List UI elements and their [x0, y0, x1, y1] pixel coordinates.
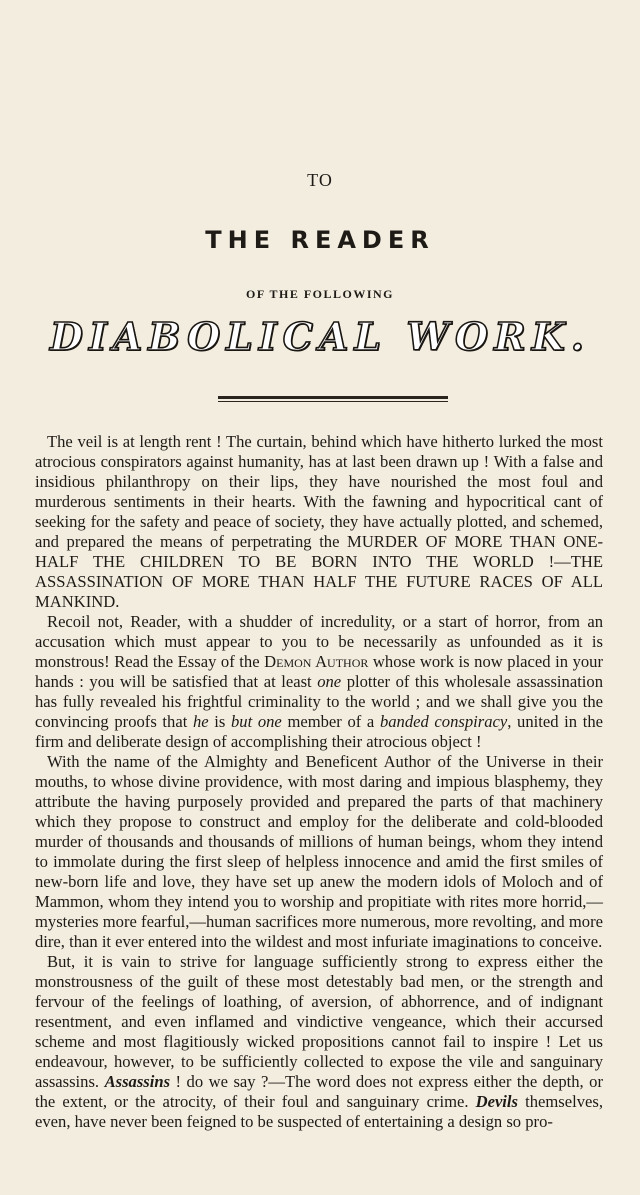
- paragraph-2-text-e: member of a: [281, 712, 380, 731]
- paragraph-3-text: With the name of the Almighty and Beneficent Author of the Universe in their mouths, to whose divine providence, with most daring and impious blasphemy, they attribute the having purposely provided and prepared the parts of that machinery which they propose to construct and employ for the deliberate and cold-blooded murder of thousands and thousands of millions of human beings, whom they intend to immolate during the first sleep of helpless innocence and amid the first smiles of new-born life and love, they have set up anew the modern idols of Moloch and of Mammon, whom they intend you to worship and propitiate with rites more horrid,—mysteries more fearful,—human sacrifices more numerous, more revolting, and more dire, than it ever entered into the wildest and most infuriate imaginations to conceive.: [35, 752, 603, 951]
- heading-to: TO: [307, 170, 333, 190]
- heading-following: OF THE FOLLOWING: [245, 287, 395, 301]
- paragraph-2-text-a: Recoil not, Reader, with a shudder of incredulity, or a start of horror, from an accusation which must appear to you to be necessarily as unfounded as it is monstrous! Read the Essay of the: [35, 612, 603, 671]
- paragraph-4-text-c: themselves, even, have never been feigned to be suspected of entertaining a design so pro-: [35, 1092, 603, 1131]
- heading-reader: THE READER: [205, 226, 435, 254]
- paragraph-2-text-c: plotter of this wholesale assassination has fully revealed his frightful criminality to the world ; and we shall give you the convincing proofs that: [35, 672, 604, 731]
- paragraph-2: [35, 612, 603, 752]
- paragraph-2-text-d: is: [208, 712, 231, 731]
- paragraph-4-text-a: But, it is vain to strive for language sufficiently strong to express either the monstrousness of the guilt of these most detestably bad men, or the strength and fervour of the feelings of loathing, of aversion, of abhorrence, and of indignant resentment, and even inflamed and vindictive vengeance, which their accursed scheme and most flagitiously wicked propositions cannot fail to inspire ! Let us endeavour, however, to be sufficiently collected to expose the vile and sanguinary assassins.: [35, 952, 603, 1091]
- heading-diabolical-work: DIABOLICAL WORK.: [50, 314, 590, 359]
- demon-author-text: Demon Author: [264, 652, 369, 671]
- paragraph-4-text-b: ! do we say ?—The word does not express either the depth, or the extent, or the atrocity, of their foul and sanguinary crime.: [35, 1072, 603, 1111]
- paragraph-4: [35, 952, 603, 1132]
- heading-rule-thin: [218, 401, 448, 402]
- paragraph-2-text-b: whose work is now placed in your hands : you will be satisfied that at least: [35, 652, 603, 691]
- emphasis-banded-conspiracy: banded conspiracy: [379, 712, 508, 731]
- emphasis-assassins: Assassins: [104, 1072, 171, 1091]
- paragraph-1-text: The veil is at length rent ! The curtain, behind which have hitherto lurked the most atrocious conspirators against humanity, has at last been drawn up ! With a false and insidious philanthropy on their lips, they have nourished the most foul and murderous sentiments in their hearts. With the fawning and hypocritical cant of seeking for the safety and peace of society, they have actually plotted, and schemed, and prepared the means of perpetrating the MURDER OF MORE THAN ONE-HALF THE CHILDREN TO BE BORN INTO THE WORLD !—THE ASSASSINATION OF MORE THAN HALF THE FUTURE RACES OF ALL MANKIND.: [35, 432, 603, 611]
- heading-rule-thick: [218, 396, 448, 399]
- paragraph-1: [35, 432, 603, 612]
- emphasis-he: he: [192, 712, 209, 731]
- emphasis-devils: Devils: [475, 1092, 518, 1111]
- paragraph-3: [35, 752, 603, 952]
- emphasis-but-one: but one: [230, 712, 282, 731]
- paragraph-2-text-f: , united in the firm and deliberate design of accomplishing their atrocious object !: [35, 712, 603, 751]
- body-text: [35, 432, 603, 1132]
- emphasis-one: one: [317, 672, 342, 691]
